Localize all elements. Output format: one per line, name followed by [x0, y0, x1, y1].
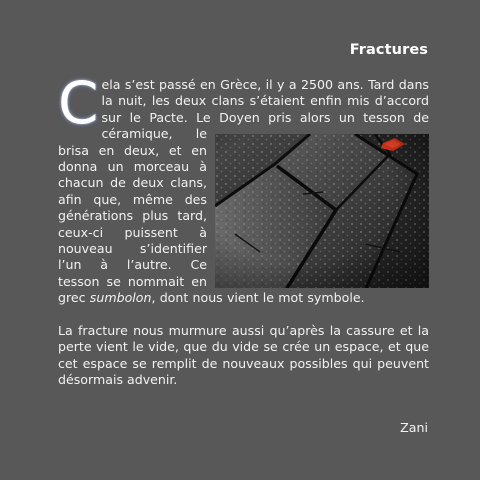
paragraph-1-end: , dont nous vient le mot symbole.: [151, 290, 365, 306]
paragraph-1-body: brisa en deux, et en donna un morceau à chacun de deux clans, afin que, même des générations plus tard, ceux-ci puissent à nouveau s’identifier l’un à l’autre. Ce tesson se nommait en grec: [58, 142, 207, 306]
signature: Zani: [400, 420, 428, 435]
page-title: Fractures: [349, 42, 428, 58]
paragraph-1-lead: ela s’est passé en Grèce, il y a 2500 ans. Tard dans la nuit, les deux clans s’étaient enfin mis d’accord sur le Pacte. Le Doyen pris alors un tesson de céramique, le: [101, 77, 429, 142]
italic-term: sumbolon: [89, 290, 152, 306]
drop-cap: C: [58, 69, 99, 137]
article-body: [58, 69, 429, 388]
paragraph-2: La fracture nous murmure aussi qu’après la cassure et la perte vient le vide, que du vide se crée un espace, et que cet espace se remplit de nouveaux possibles qui peuvent désormais advenir.: [58, 322, 429, 387]
cracked-pavement-photo: [215, 134, 429, 288]
paragraph-1: [58, 69, 429, 307]
